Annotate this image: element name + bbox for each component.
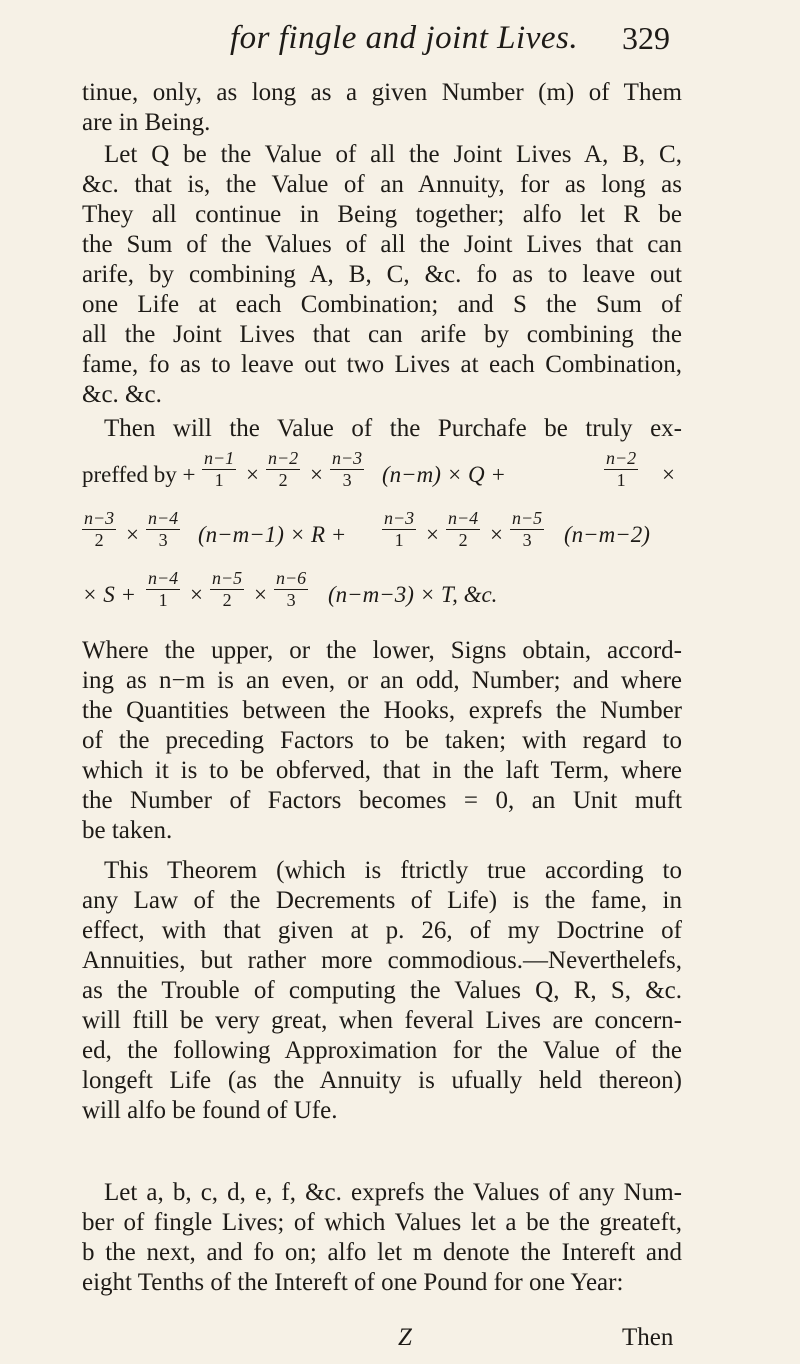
text-line: Where the upper, or the lower, Signs obtain, accord- [82, 637, 682, 664]
fraction: $\frac{n-3}{3}$ [332, 448, 363, 490]
text-line: Then will the Value of the Purchafe be truly ex- [104, 415, 682, 442]
fraction: $\frac{n-3}{2}$ [84, 508, 115, 550]
page-header [0, 16, 800, 60]
times-sign: × [126, 522, 139, 547]
text-line: Let Q be the Value of all the Joint Lives A, B, C, [104, 141, 682, 168]
text-line: of the preceding Factors to be taken; with regard to [82, 727, 682, 754]
paragraph-signs [82, 636, 682, 846]
text-line: any Law of the Decrements of Life) is the fame, in [82, 887, 682, 914]
fraction: $\frac{n-6}{3}$ [276, 568, 307, 610]
times-sign: × [662, 462, 675, 487]
fraction: $\frac{n-5}{2}$ [212, 568, 243, 610]
fraction: $\frac{n-4}{1}$ [148, 568, 179, 610]
fraction: $\frac{n-1}{1}$ [204, 448, 235, 490]
text-line: Annuities, but rather more commodious.—Neverthelefs, [82, 947, 682, 974]
text-line: fame, fo as to leave out two Lives at each Combination, [82, 351, 682, 378]
text-line: &c. &c. [82, 381, 162, 408]
text-line: all the Joint Lives that can arife by combining the [82, 321, 682, 348]
text-line: are in Being. [82, 109, 211, 136]
text-line: will alfo be found of Ufe. [82, 1097, 338, 1124]
page-number: 329 [622, 20, 670, 56]
text-line: ing as n−m is an even, or an odd, Number; and where [82, 667, 682, 694]
text-line: tinue, only, as long as a given Number (m) of Them [82, 79, 682, 106]
text-line: effect, with that given at p. 26, of my Doctrine of [82, 917, 682, 944]
times-sign: × [246, 462, 259, 487]
text-line: They all continue in Being together; alfo let R be [82, 201, 682, 228]
formula-block [82, 446, 682, 626]
text-line: This Theorem (which is ftrictly true according to [104, 857, 682, 884]
paragraph-intro [82, 414, 682, 444]
text-line: ber of fingle Lives; of which Values let a be the greateft, [82, 1209, 682, 1236]
fraction: $\frac{n-3}{1}$ [384, 508, 415, 550]
text-line: arife, by combining A, B, C, &c. fo as to leave out [82, 261, 682, 288]
text-line: one Life at each Combination; and S the Sum of [82, 291, 682, 318]
fraction: $\frac{n-2}{2}$ [268, 448, 299, 490]
text-line: the Quantities between the Hooks, exprefs the Number [82, 697, 682, 724]
text-line: which it is to be obferved, that in the laft Term, where [82, 757, 682, 784]
text-line: ed, the following Approximation for the Value of the [82, 1037, 682, 1064]
text-line: as the Trouble of computing the Values Q, R, S, &c. [82, 977, 682, 1004]
text-line: be taken. [82, 817, 173, 844]
formula-term: × S + [82, 582, 137, 607]
times-sign: × [190, 582, 203, 607]
formula-term: (n−m−2) [564, 522, 650, 547]
times-sign: × [426, 522, 439, 547]
formula-line-3 [82, 566, 682, 626]
times-sign: × [254, 582, 267, 607]
formula-prefix: preffed by + [82, 462, 196, 487]
times-sign: × [490, 522, 503, 547]
paragraph-values [82, 1178, 682, 1298]
fraction: $\frac{n-2}{1}$ [606, 448, 637, 490]
times-sign: × [310, 462, 323, 487]
text-line: b the next, and fo on; alfo let m denote the Intereft and [82, 1239, 682, 1266]
text-line: eight Tenths of the Intereft of one Pound for one Year: [82, 1269, 624, 1296]
text-line: the Sum of the Values of all the Joint Lives that can [82, 231, 682, 258]
fraction: $\frac{n-4}{3}$ [148, 508, 179, 550]
running-head: for fingle and joint Lives. [230, 20, 579, 56]
paragraph-theorem [82, 856, 682, 1126]
fraction: $\frac{n-5}{3}$ [512, 508, 543, 550]
formula-term: (n−m−1) × R + [198, 522, 347, 547]
paragraph-continuation [82, 78, 682, 138]
formula-term: (n−m−3) × T, &c. [328, 582, 498, 607]
catchword: Then [622, 1324, 674, 1351]
formula-line-1 [82, 446, 682, 506]
text-line: the Number of Factors becomes = 0, an Unit muft [82, 787, 682, 814]
formula-term: (n−m) × Q + [382, 462, 506, 487]
text-line: &c. that is, the Value of an Annuity, for as long as [82, 171, 682, 198]
fraction: $\frac{n-4}{2}$ [448, 508, 479, 550]
text-line: Let a, b, c, d, e, f, &c. exprefs the Values of any Num- [104, 1179, 682, 1206]
signature-mark: Z [398, 1324, 412, 1351]
formula-line-2 [82, 506, 682, 566]
paragraph-definitions [82, 140, 682, 410]
text-line: will ftill be very great, when feveral Lives are concern- [82, 1007, 682, 1034]
text-line: longeft Life (as the Annuity is ufually held thereon) [82, 1067, 682, 1094]
